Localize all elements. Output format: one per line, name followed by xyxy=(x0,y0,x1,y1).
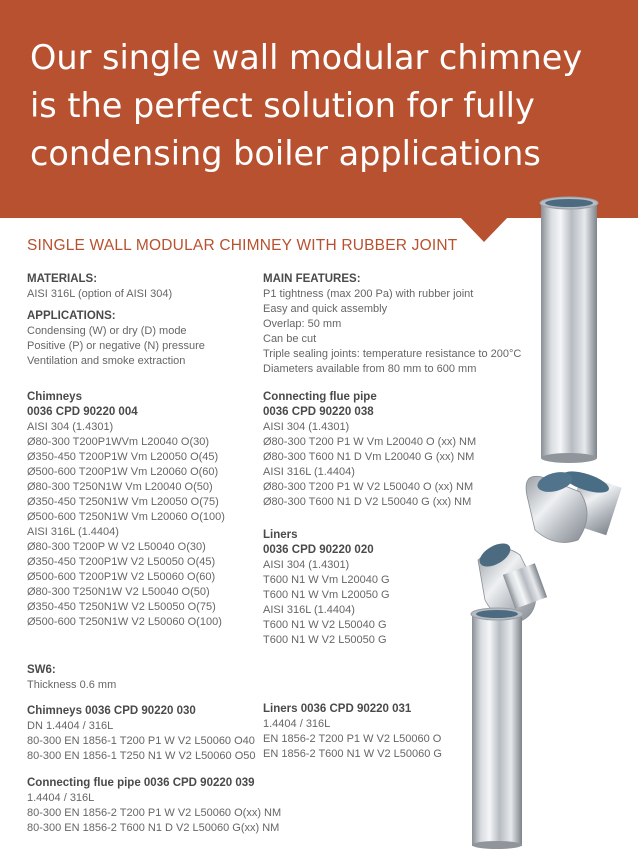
sw6-heading: SW6: xyxy=(27,664,56,676)
connecting-flue-line: Ø80-300 T200 P1 W Vm L20040 O (xx) NM xyxy=(263,436,477,448)
sw6-liners-block xyxy=(263,702,442,762)
chimneys-heading: Chimneys xyxy=(27,391,82,403)
chimneys-line: Ø500-600 T250N1W V2 L50060 O(100) xyxy=(27,616,222,628)
chimneys-line: AISI 304 (1.4301) xyxy=(27,421,114,433)
chimneys-line: Ø80-300 T200P W V2 L50040 O(30) xyxy=(27,541,206,553)
headline xyxy=(30,34,620,178)
chimneys-line: Ø350-450 T250N1W V2 L50050 O(75) xyxy=(27,601,216,613)
pipe-image-bottom xyxy=(471,608,523,849)
sw6-block xyxy=(27,663,116,693)
sw6-flue-line: 80-300 EN 1856-2 T200 P1 W V2 L50060 O(xx) NM xyxy=(27,807,282,819)
chimneys-line: Ø500-600 T200P1W Vm L20060 O(60) xyxy=(27,466,219,478)
liners-line: AISI 316L (1.4404) xyxy=(263,604,355,616)
chimneys-line: Ø350-450 T200P1W V2 L50050 O(45) xyxy=(27,556,216,568)
section-title: SINGLE WALL MODULAR CHIMNEY WITH RUBBER JOINT xyxy=(27,237,458,254)
chimneys-line: Ø350-450 T250N1W Vm L20050 O(75) xyxy=(27,496,219,508)
feature-line: Diameters available from 80 mm to 600 mm xyxy=(263,363,477,375)
chimneys-code: 0036 CPD 90220 004 xyxy=(27,406,138,418)
feature-line: Can be cut xyxy=(263,333,317,345)
sw6-flue-block xyxy=(27,776,281,836)
applications-line: Positive (P) or negative (N) pressure xyxy=(27,340,205,352)
chimneys-line: Ø500-600 T200P1W V2 L50060 O(60) xyxy=(27,571,216,583)
feature-line: Easy and quick assembly xyxy=(263,303,388,315)
headline-line: is the perfect solution for fully xyxy=(30,86,535,125)
main-features-heading: MAIN FEATURES: xyxy=(263,273,361,285)
elbow-image-upper xyxy=(526,469,587,543)
connecting-flue-code: 0036 CPD 90220 038 xyxy=(263,406,374,418)
connecting-flue-heading: Connecting flue pipe xyxy=(263,391,377,403)
liners-line: T600 N1 W Vm L20040 G xyxy=(263,574,390,586)
feature-line: Overlap: 50 mm xyxy=(263,318,342,330)
connecting-flue-line: Ø80-300 T600 N1 D Vm L20040 G (xx) NM xyxy=(263,451,475,463)
applications-line: Ventilation and smoke extraction xyxy=(27,355,186,367)
sw6-flue-heading: Connecting flue pipe 0036 CPD 90220 039 xyxy=(27,777,255,789)
applications-heading: APPLICATIONS: xyxy=(27,310,116,322)
connecting-flue-line: AISI 316L (1.4404) xyxy=(263,466,355,478)
liners-line: T600 N1 W Vm L20050 G xyxy=(263,589,390,601)
materials-block xyxy=(27,272,205,369)
connecting-flue-block xyxy=(263,390,476,510)
banner-notch xyxy=(459,216,509,242)
materials-heading: MATERIALS: xyxy=(27,273,98,285)
sw6-flue-line: 1.4404 / 316L xyxy=(27,792,95,804)
chimneys-block xyxy=(27,390,225,630)
chimneys-line: Ø80-300 T250N1W V2 L50040 O(50) xyxy=(27,586,210,598)
sw6-flue-line: 80-300 EN 1856-2 T600 N1 D V2 L50060 G(xx) NM xyxy=(27,822,280,834)
connecting-flue-line: AISI 304 (1.4301) xyxy=(263,421,350,433)
sw6-liners-line: EN 1856-2 T200 P1 W V2 L50060 O xyxy=(263,733,442,745)
short-pipe-image xyxy=(561,467,622,535)
connecting-flue-line: Ø80-300 T200 P1 W V2 L50040 O (xx) NM xyxy=(263,481,474,493)
connecting-flue-line: Ø80-300 T600 N1 D V2 L50040 G (xx) NM xyxy=(263,496,472,508)
chimneys-line: Ø80-300 T200P1WVm L20040 O(30) xyxy=(27,436,210,448)
sw6-chimneys-line: 80-300 EN 1856-1 T250 N1 W V2 L50060 O50 xyxy=(27,750,256,762)
liners-code: 0036 CPD 90220 020 xyxy=(263,544,374,556)
headline-line: condensing boiler applications xyxy=(30,134,541,173)
liners-line: AISI 304 (1.4301) xyxy=(263,559,350,571)
feature-line: P1 tightness (max 200 Pa) with rubber joint xyxy=(263,288,474,300)
materials-line: AISI 316L (option of AISI 304) xyxy=(27,288,173,300)
main-features-block xyxy=(263,272,521,377)
sw6-liners-line: EN 1856-2 T600 N1 W V2 L50060 G xyxy=(263,748,442,760)
liners-line: T600 N1 W V2 L50050 G xyxy=(263,634,387,646)
liners-block xyxy=(263,528,390,648)
sw6-chimneys-heading: Chimneys 0036 CPD 90220 030 xyxy=(27,705,196,717)
sw6-chimneys-line: 80-300 EN 1856-1 T200 P1 W V2 L50060 O40 xyxy=(27,735,255,747)
sw6-line: Thickness 0.6 mm xyxy=(27,679,117,691)
feature-line: Triple sealing joints: temperature resistance to 200°C xyxy=(263,348,522,360)
elbow-image-lower xyxy=(476,539,547,622)
liners-heading: Liners xyxy=(263,529,298,541)
pipe-image-large xyxy=(540,197,598,463)
applications-line: Condensing (W) or dry (D) mode xyxy=(27,325,187,337)
liners-line: T600 N1 W V2 L50040 G xyxy=(263,619,387,631)
sw6-liners-line: 1.4404 / 316L xyxy=(263,718,331,730)
headline-line: Our single wall modular chimney xyxy=(30,38,583,77)
sw6-liners-heading: Liners 0036 CPD 90220 031 xyxy=(263,703,412,715)
sw6-chimneys-block xyxy=(27,704,256,764)
chimneys-line: Ø80-300 T250N1W Vm L20040 O(50) xyxy=(27,481,213,493)
chimneys-line: Ø500-600 T250N1W Vm L20060 O(100) xyxy=(27,511,225,523)
sw6-chimneys-line: DN 1.4404 / 316L xyxy=(27,720,114,732)
chimneys-line: AISI 316L (1.4404) xyxy=(27,526,119,538)
chimneys-line: Ø350-450 T200P1W Vm L20050 O(45) xyxy=(27,451,219,463)
